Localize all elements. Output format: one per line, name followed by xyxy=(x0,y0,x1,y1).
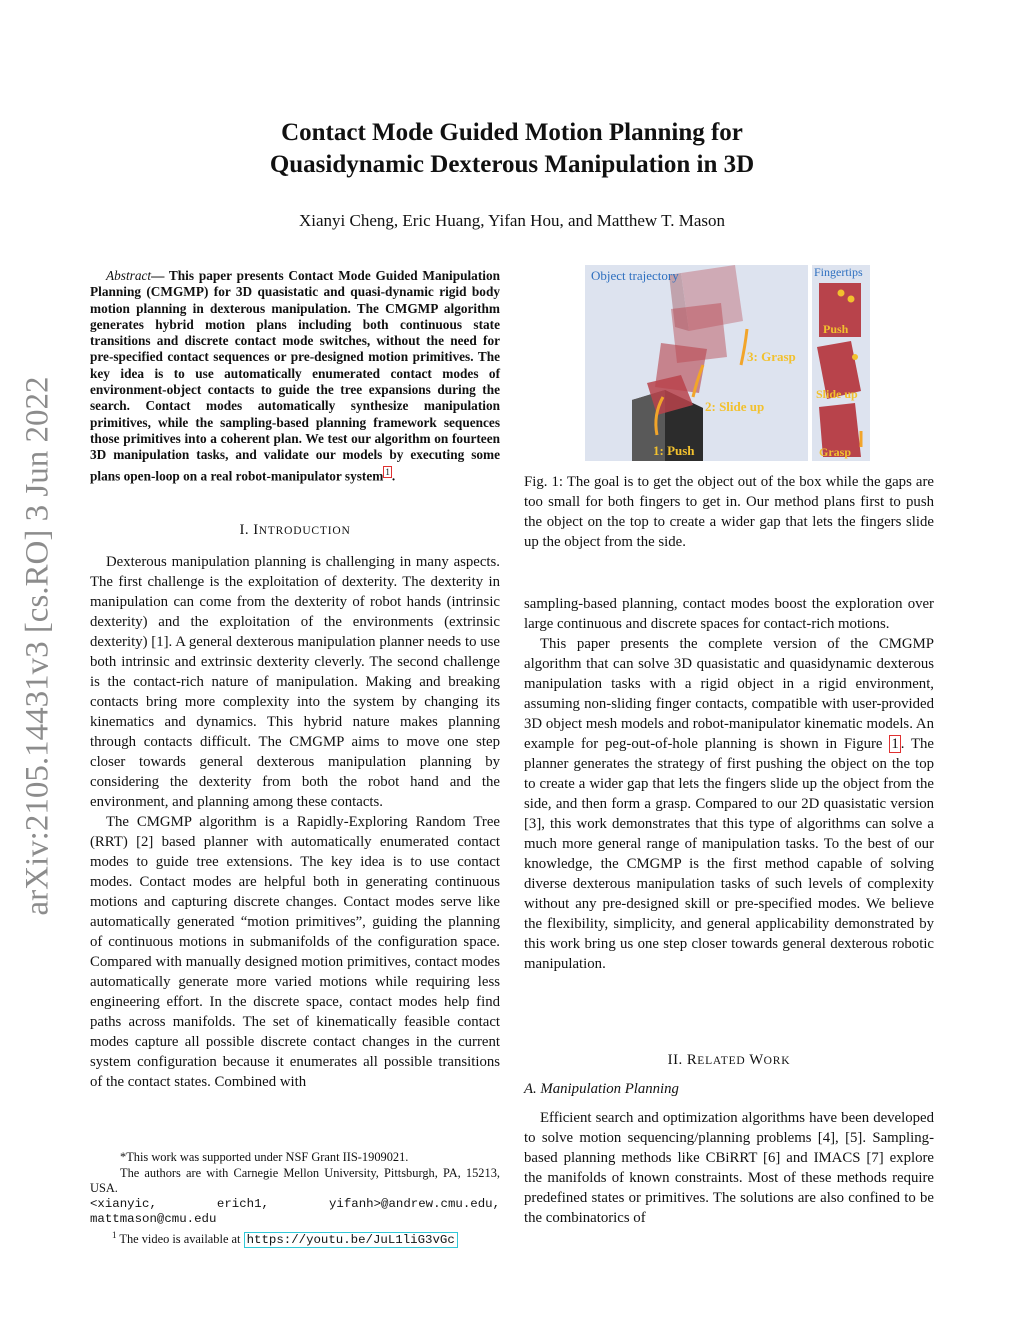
footnote-grant: *This work was supported under NSF Grant IIS-1909021. xyxy=(120,1150,409,1164)
section-heading-introduction xyxy=(90,522,500,539)
section-rest: NTRODUCTION xyxy=(258,525,351,537)
right-paragraph-2-before: This paper presents the complete version of the CMGMP algorithm that can solve 3D quasistatic and quasidynamic dexterous manipulation tasks with a rigid object in a rigid environment, assuming non-sliding finger contacts, compatible with user-provided 3D object mesh models and robot-manipulator kinematic models. An example for peg-out-of-hole planning is shown in Figure xyxy=(524,636,934,752)
section-rest: ELATED xyxy=(697,1055,750,1067)
intro-body xyxy=(90,552,500,1092)
footnote-video-mark: 1 xyxy=(112,1229,117,1240)
section-cap: I xyxy=(253,522,259,538)
video-url-link[interactable]: https://youtu.be/JuL1liG3vGc xyxy=(244,1232,458,1248)
section-cap: R xyxy=(686,1052,698,1068)
intro-paragraph-1: Dexterous manipulation planning is challenging in many aspects. The first challenge is the exploitation of dexterity. The dexterity in manipulation can come from the dexterity of robot hands (intrinsic dexterity) and the exploitation of the environments (extrinsic dexterity) [1]. A general dexterous manipulation planner needs to use both intrinsic and extrinsic dexterity cleverly. The second challenge is the contact-rich nature of manipulation. Making and breaking contacts bring more complexity into the system by changing its kinematics and dynamics. This hybrid nature makes planning through contacts difficult. The CMGMP aims to move one step closer towards general dexterous manipulation planning by considering the dexterity from both the robot hand and the environment, and planning among these contacts. xyxy=(90,554,500,810)
arxiv-id-text: arXiv:2105.14431v3 [cs.RO] 3 Jun 2022 xyxy=(19,376,56,916)
abstract-text: This paper presents Contact Mode Guided Manipulation Planning (CMGMP) for 3D quasistatic and quasi-dynamic rigid body motion planning in dexterous manipulation. The CMGMP algorithm generates hybrid motion plans including both continuous state transitions and discrete contact mode switches, without the need for pre-specified contact sequences or pre-designed motion primitives. The key idea is to use automatically enumerated contact modes of environment-object contacts to guide the tree expansions during the search. Contact modes automatically synthesize manipulation primitives, while the sampling-based planning framework sequences those primitives into a coherent plan. We test our algorithm on fourteen 3D manipulation tasks, and validate our models by executing some plans open-loop on a real robot-manipulator system xyxy=(90,268,500,483)
related-paragraph-1: Efficient search and optimization algorithms have been developed to solve motion sequencing/planning problems [4], [5]. Sampling-based planning methods like CBiRRT [6] and IMACS [7] explore the manifolds of known constraints. Most of these methods require predefined states or primitives. The solutions are also confined to be the combinatorics of xyxy=(524,1110,934,1226)
panel-label-grasp: Grasp xyxy=(819,445,852,459)
section-num: I. xyxy=(239,522,254,538)
footnote-emails: <xianyic, erich1, yifanh>@andrew.cmu.edu, mattmason@cmu.edu xyxy=(90,1196,500,1226)
section-cap: W xyxy=(749,1052,764,1068)
panel-label-push: Push xyxy=(823,322,849,336)
label-step-3: 3: Grasp xyxy=(747,349,796,364)
right-body xyxy=(524,594,934,974)
right-paragraph-1: sampling-based planning, contact modes boost the exploration over large continuous and discrete spaces for contact-rich motions. xyxy=(524,596,934,632)
footnote-video-text: The video is available at xyxy=(116,1231,244,1246)
section-num: II. xyxy=(667,1052,687,1068)
subsection-heading-manipulation-planning: A. Manipulation Planning xyxy=(524,1081,679,1097)
figure-1-ref-link[interactable]: 1 xyxy=(891,736,899,752)
label-object-trajectory: Object trajectory xyxy=(591,268,679,283)
paper-title xyxy=(0,117,1024,181)
label-step-2: 2: Slide up xyxy=(705,399,765,414)
title-line-1: Contact Mode Guided Motion Planning for xyxy=(281,119,743,146)
right-paragraph-2 xyxy=(524,634,934,974)
panel-label-slide: Slide up xyxy=(816,387,858,401)
figure-1-illustration xyxy=(585,265,870,461)
title-line-2: Quasidynamic Dexterous Manipulation in 3D xyxy=(269,151,755,178)
abstract-end: . xyxy=(391,467,396,483)
abstract-footnote-link[interactable]: 1 xyxy=(385,466,390,477)
abstract xyxy=(90,268,500,484)
related-work-body xyxy=(524,1108,934,1228)
figure-1 xyxy=(585,265,870,461)
label-fingertips: Fingertips xyxy=(814,265,863,279)
abstract-label: Abstract xyxy=(106,268,152,283)
footnotes xyxy=(90,1150,500,1248)
right-paragraph-2-after: . The planner generates the strategy of first pushing the object on the top to create a wider gap that lets the fingers slide up the object from the side, and then form a grasp. Compared to our 2D quasistatic version [3], this work demonstrates that this type of algorithms can solve a much more general range of manipulation tasks. To the best of our knowledge, the CMGMP is the first method capable of solving diverse dexterous manipulation tasks of such levels of complexity without any pre-designed skill or pre-specified modes. We believe the flexibility, simplicity, and general applicability demonstrated by this work bring us one step closer towards general dexterous robotic manipulation. xyxy=(524,736,934,972)
abstract-dash: — xyxy=(151,268,169,283)
section-rest: ORK xyxy=(763,1055,791,1067)
intro-paragraph-2: The CMGMP algorithm is a Rapidly-Exploring Random Tree (RRT) [2] based planner with automatically enumerated contact modes to guide tree extensions. The key idea is to use contact modes. Contact modes are helpful both in generating continuous motions and capturing discrete changes. Contact modes serve like automatically generated “motion primitives”, guiding the planning of continuous motions in submanifolds of the configuration space. Compared with manually designed motion primitives, contact modes automatically generate more varied motions while requiring less engineering effort. In the discrete space, contact modes help find paths across manifolds. The set of kinematically feasible contact modes capture all possible discrete contact changes in the current system configuration because it enumerates all possible transitions of the contact states. Combined with xyxy=(90,814,500,1090)
section-heading-related-work xyxy=(524,1052,934,1069)
footnote-affiliation: The authors are with Carnegie Mellon University, Pittsburgh, PA, 15213, USA. xyxy=(90,1165,500,1195)
figure-1-caption: Fig. 1: The goal is to get the object out of the box while the gaps are too small for both fingers to get in. Our method plans first to push the object on the top to create a wider gap that lets the fingers slide up the object from the side. xyxy=(524,474,934,550)
footnote-video xyxy=(90,1228,500,1249)
fingertip-panels xyxy=(817,283,861,457)
author-list: Xianyi Cheng, Eric Huang, Yifan Hou, and Matthew T. Mason xyxy=(298,211,726,230)
label-step-1: 1: Push xyxy=(653,443,695,458)
